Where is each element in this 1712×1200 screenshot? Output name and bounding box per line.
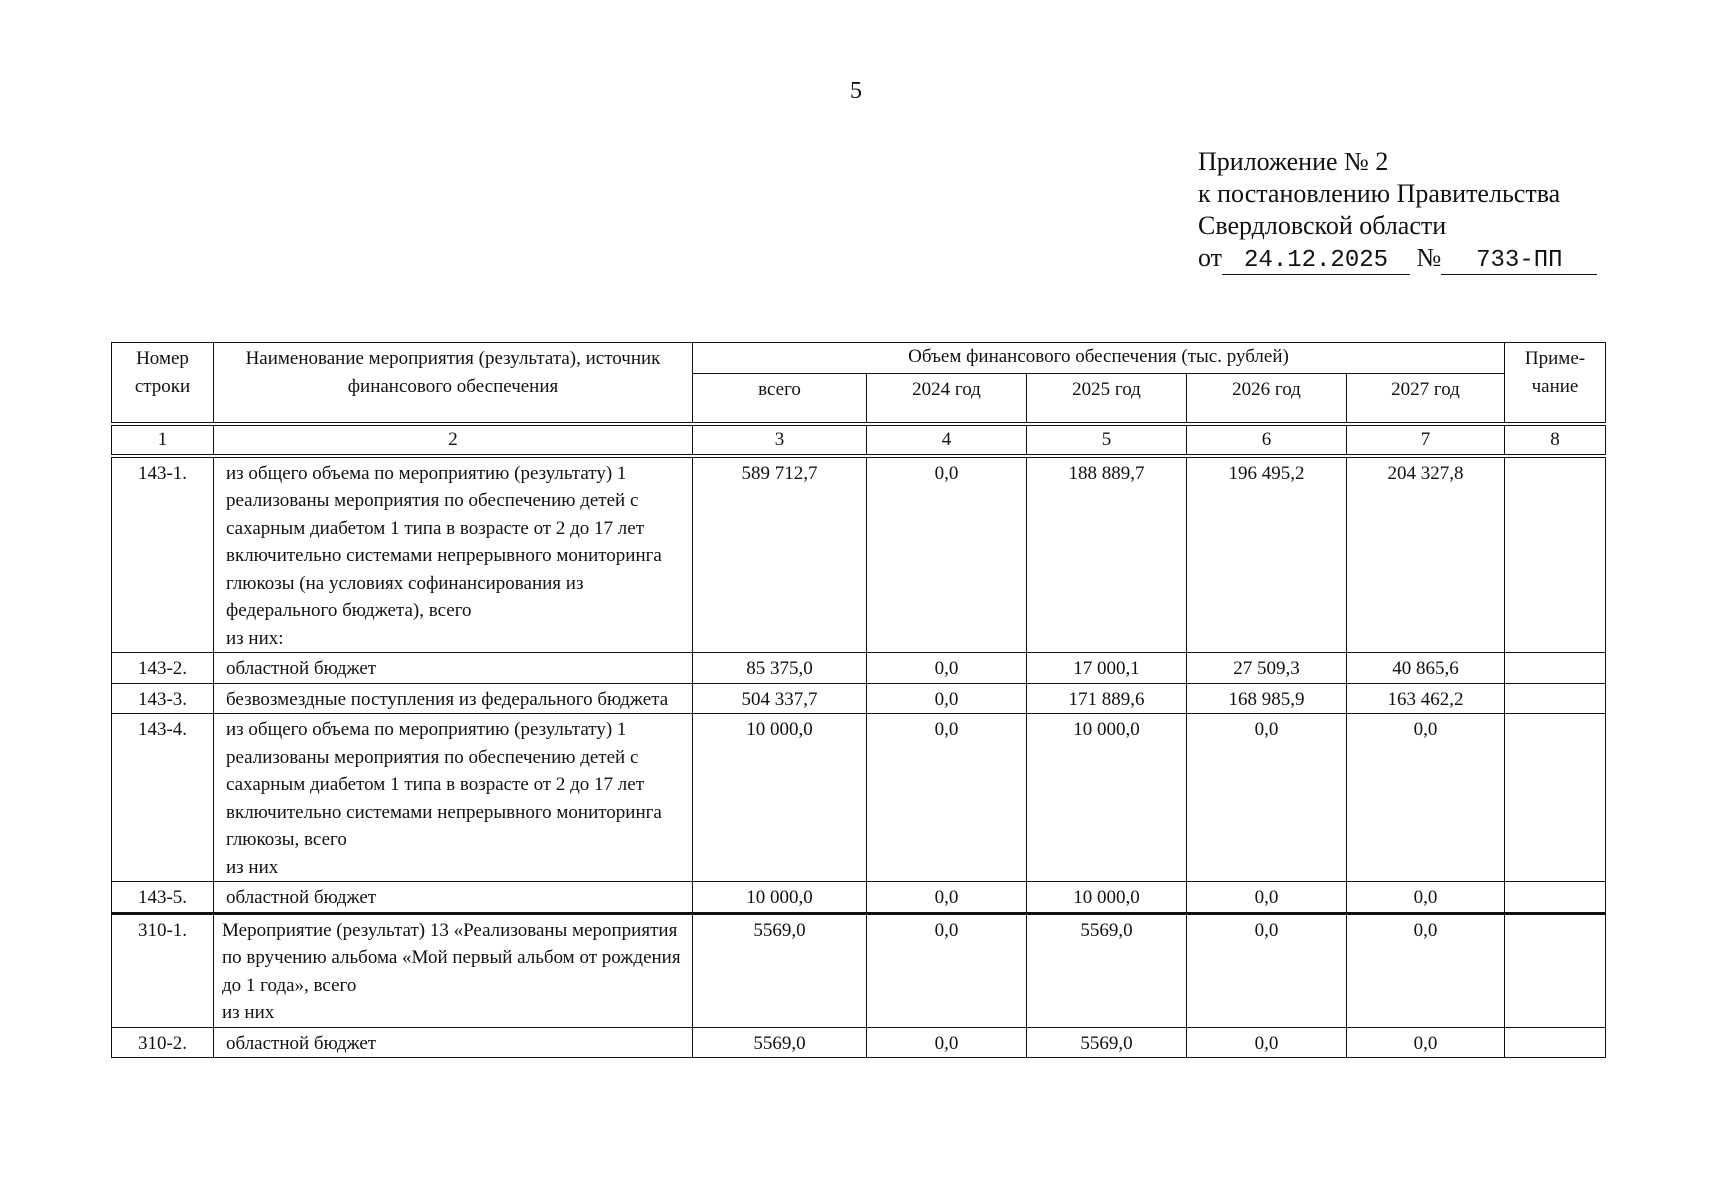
header-total: всего [693,374,867,423]
column-number: 7 [1347,426,1505,455]
cell-2024: 0,0 [867,714,1027,882]
cell-2027: 163 462,2 [1347,683,1505,714]
cell-total: 10 000,0 [693,714,867,882]
from-label: от [1198,243,1223,272]
row-number: 143-2. [112,653,214,684]
column-number: 5 [1027,426,1187,455]
table-row [112,882,1606,914]
header-row [112,343,1606,374]
row-name-sub: из них [222,1002,275,1023]
row-name-text: Мероприятие (результат) 13 «Реализованы мероприятия по вручению альбома «Мой первый альбом от рождения до 1 года», всего [222,919,681,996]
header-funding: Объем финансового обеспечения (тыс. рублей) [693,343,1505,374]
header-row-number: Номер строки [112,343,214,423]
cell-note [1505,913,1606,1027]
row-number: 310-1. [112,913,214,1027]
cell-2024: 0,0 [867,653,1027,684]
column-number: 8 [1505,426,1606,455]
cell-2027: 0,0 [1347,1027,1505,1058]
cell-2027: 204 327,8 [1347,457,1505,653]
resolution-date: 24.12.2025 [1222,248,1410,275]
cell-2027: 40 865,6 [1347,653,1505,684]
table-row [112,714,1606,882]
cell-2024: 0,0 [867,683,1027,714]
appendix-block [1198,146,1597,275]
row-name [214,913,693,1027]
cell-total: 504 337,7 [693,683,867,714]
cell-2027: 0,0 [1347,913,1505,1027]
row-name: безвозмездные поступления из федерального бюджета [214,683,693,714]
table-row [112,683,1606,714]
number-label: № [1416,243,1442,272]
header-2025: 2025 год [1027,374,1187,423]
resolution-number: 733-ПП [1441,248,1597,275]
appendix-region: Свердловской области [1198,211,1447,240]
cell-2026: 196 495,2 [1187,457,1347,653]
header-2024: 2024 год [867,374,1027,423]
cell-2024: 0,0 [867,457,1027,653]
row-name-text: из общего объема по мероприятию (результату) 1 реализованы мероприятия по обеспечению детей с сахарным диабетом 1 типа в возрасте от 2 до 17 лет включительно системами непрерывного мониторинга глюкозы, всего [226,719,662,850]
row-name: областной бюджет [214,882,693,914]
table-row [112,457,1606,653]
row-name-sub: из них [226,856,279,878]
cell-total: 589 712,7 [693,457,867,653]
cell-note [1505,457,1606,653]
cell-2025: 171 889,6 [1027,683,1187,714]
column-number: 2 [214,426,693,455]
row-number: 143-3. [112,683,214,714]
column-number-row [112,426,1606,455]
row-name: областной бюджет [214,1027,693,1058]
row-name [214,457,693,653]
cell-2026: 0,0 [1187,1027,1347,1058]
cell-note [1505,882,1606,914]
cell-total: 85 375,0 [693,653,867,684]
header-note: Приме-чание [1505,343,1606,423]
cell-2027: 0,0 [1347,882,1505,914]
cell-2026: 0,0 [1187,913,1347,1027]
cell-2025: 17 000,1 [1027,653,1187,684]
cell-2024: 0,0 [867,1027,1027,1058]
cell-2026: 168 985,9 [1187,683,1347,714]
cell-note [1505,714,1606,882]
table-row [112,1027,1606,1058]
cell-note [1505,653,1606,684]
cell-2026: 27 509,3 [1187,653,1347,684]
column-number: 6 [1187,426,1347,455]
table-row [112,913,1606,1027]
row-name: областной бюджет [214,653,693,684]
appendix-resolution: к постановлению Правительства [1198,179,1561,208]
cell-2025: 188 889,7 [1027,457,1187,653]
row-number: 143-5. [112,882,214,914]
cell-total: 5569,0 [693,1027,867,1058]
cell-2024: 0,0 [867,882,1027,914]
page-number: 5 [850,78,862,104]
appendix-title: Приложение № 2 [1198,147,1389,176]
column-number: 4 [867,426,1027,455]
row-name-sub: из них: [226,627,284,649]
financing-table [111,342,1606,1058]
header-2026: 2026 год [1187,374,1347,423]
column-number: 1 [112,426,214,455]
row-name [214,714,693,882]
cell-2025: 5569,0 [1027,913,1187,1027]
row-name-text: из общего объема по мероприятию (результату) 1 реализованы мероприятия по обеспечению детей с сахарным диабетом 1 типа в возрасте от 2 до 17 лет включительно системами непрерывного мониторинга глюкозы (на условиях софинансирования из федерального бюджета), всего [226,462,662,621]
table-row [112,653,1606,684]
cell-total: 10 000,0 [693,882,867,914]
row-number: 310-2. [112,1027,214,1058]
header-name: Наименование мероприятия (результата), источник финансового обеспечения [214,343,693,423]
header-2027: 2027 год [1347,374,1505,423]
cell-2027: 0,0 [1347,714,1505,882]
cell-total: 5569,0 [693,913,867,1027]
appendix-date-line [1198,242,1597,275]
cell-note [1505,1027,1606,1058]
row-number: 143-4. [112,714,214,882]
cell-2026: 0,0 [1187,714,1347,882]
cell-2025: 10 000,0 [1027,714,1187,882]
cell-note [1505,683,1606,714]
cell-2026: 0,0 [1187,882,1347,914]
column-number: 3 [693,426,867,455]
cell-2024: 0,0 [867,913,1027,1027]
row-number: 143-1. [112,457,214,653]
cell-2025: 5569,0 [1027,1027,1187,1058]
cell-2025: 10 000,0 [1027,882,1187,914]
